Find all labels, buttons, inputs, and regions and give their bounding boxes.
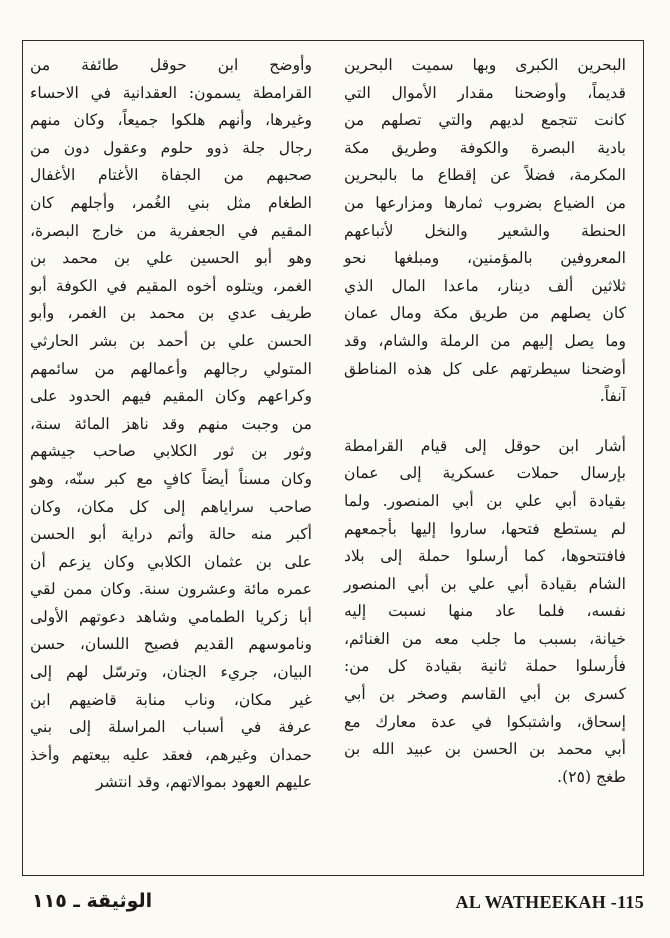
- text-line: نفسه، فلما عاد منها نسبت إليه: [344, 602, 626, 621]
- text-line: بإرسال حملات عسكرية إلى عمان: [344, 464, 626, 483]
- text-line: صحبهم من الجفاة الأغتام الأغفال: [30, 166, 312, 185]
- footer-english-title: AL WATHEEKAH -115: [455, 892, 644, 912]
- text-line: الشام بقيادة أبي علي بن أبي المنصور: [344, 574, 626, 593]
- right-column: [344, 52, 626, 791]
- text-line: أبي محمد بن الحسن بن عبيد الله بن: [344, 740, 626, 759]
- text-line: على بن عثمان الكلابي وكان يزعم أن: [30, 552, 312, 571]
- text-line: وثور بن ثور الكلابي صاحب جيشهم: [30, 442, 312, 461]
- text-line: الحسن علي بن أحمد بن بشر الحارثي: [30, 331, 312, 350]
- text-line: من الضياع بضروب ثمارها ومزارعها من: [344, 193, 626, 212]
- text-line: المكرمة، فضلاً عن إقطاع ما بالبحرين: [344, 166, 626, 185]
- text-line: أوضحنا سيطرتهم على كل هذه المناطق: [344, 359, 626, 378]
- text-line: لم يستطع فتحها، ساروا إليها بأجمعهم: [344, 519, 626, 538]
- text-line: الحنطة والشعير والنخل لأتباعهم: [344, 221, 626, 240]
- text-line: كانت تتجمع لديهم والتي تصلهم من: [344, 111, 626, 130]
- text-line: عمره مائة وعشرون سنة. وكان ممن لقي: [30, 580, 312, 599]
- text-line: حمدان وغيرهم، فعقد عليه بيعتهم وأخذ: [30, 745, 312, 764]
- footer-arabic-title: الوثيقة ـ ١١٥: [32, 890, 153, 912]
- text-line: إسحاق، واشتبكوا في عدة معارك مع: [344, 712, 626, 731]
- text-line: أشار ابن حوقل إلى قيام القرامطة: [344, 436, 626, 455]
- text-line: وكان مسناً أيضاً كافٍ مع كبر سنّه، وهو: [30, 469, 312, 488]
- text-line: من وجبت منهم وقد ناهز المائة سنة،: [30, 414, 312, 433]
- text-line: وكراعهم وكان المقيم فيهم الحدود على: [30, 387, 312, 406]
- left-column: [30, 52, 312, 797]
- text-line: قديماً، وأوضحنا مقدار الأموال التي: [344, 83, 626, 102]
- text-line: المعروفين بالمؤمنين، ومبلغها نحو: [344, 249, 626, 268]
- page-footer: [22, 884, 644, 924]
- text-line: طريف عدي بن محمد بن الغمر، وأبو: [30, 304, 312, 323]
- text-line: خيانة، بسبب ما جلب معه من الغنائم،: [344, 629, 626, 648]
- text-line: بادية البصرة والكوفة وطريق مكة: [344, 138, 626, 157]
- text-line: القرامطة يسمون: العقدانية في الاحساء: [30, 83, 312, 102]
- text-line: فأرسلوا حملة ثانية بقيادة كل من:: [344, 657, 626, 676]
- text-line: الطغام مثل بني الغُمر، وأجلهم كان: [30, 193, 312, 212]
- text-line: غير مكان، وناب منابة قاضيهم ابن: [30, 690, 312, 709]
- text-line: طغج (٢٥).: [557, 767, 626, 786]
- text-line: المقيم في الجعفرية من خارج البصرة،: [30, 221, 312, 240]
- right-paragraph-2: [344, 433, 626, 792]
- text-line: وما يصل إليهم من الرملة والشام، وقد: [344, 331, 626, 350]
- text-line: وهو أبو الحسين علي بن محمد بن: [30, 249, 312, 268]
- text-line: البحرين الكبرى وبها سميت البحرين: [344, 56, 626, 74]
- text-line: ثلاثين ألف دينار، ماعدا المال الذي: [344, 276, 626, 295]
- right-paragraph-1: [344, 52, 626, 411]
- text-line: وأوضح ابن حوقل طائفة من: [30, 56, 312, 74]
- text-line: آنفاً.: [599, 387, 626, 406]
- text-line: الغمر، ويتلوه أخوه المقيم في الكوفة أبو: [30, 276, 312, 295]
- left-paragraph-1: [30, 52, 312, 797]
- text-line: صاحب سراياهم إلى كل مكان، وكان: [30, 497, 312, 516]
- text-line: فافتتحوها، كما أرسلوا حملة إلى بلاد: [344, 547, 626, 566]
- text-line: وناموسهم القديم فصيح اللسان، حسن: [30, 635, 312, 654]
- text-line: المتولي رجالهم وأعمالهم من سائمهم: [30, 359, 312, 378]
- text-line: كسرى بن أبي القاسم وصخر بن أبي: [344, 685, 626, 704]
- text-line: عرفة في أسباب المراسلة إلى بني: [30, 718, 312, 737]
- text-line: رجال جلة ذوو حلوم وعقول دون من: [30, 138, 312, 157]
- text-line: عليهم العهود بموالاتهم، وقد انتشر: [96, 773, 312, 792]
- text-line: البيان، جريء الجنان، وترسّل لهم إلى: [30, 663, 312, 682]
- text-line: وغيرها، وأنهم هلكوا جميعاً، وكان منهم: [30, 111, 312, 130]
- text-line: بقيادة أبي علي بن أبي المنصور. ولما: [344, 491, 626, 510]
- text-line: أبا زكريا الطمامي وشاهد دعوتهم الأولى: [30, 607, 312, 626]
- text-line: أكبر منه حالة وأتم دراية أبو الحسن: [30, 525, 312, 544]
- text-line: كان يصلهم من طريق مكة ومال عمان: [344, 304, 626, 323]
